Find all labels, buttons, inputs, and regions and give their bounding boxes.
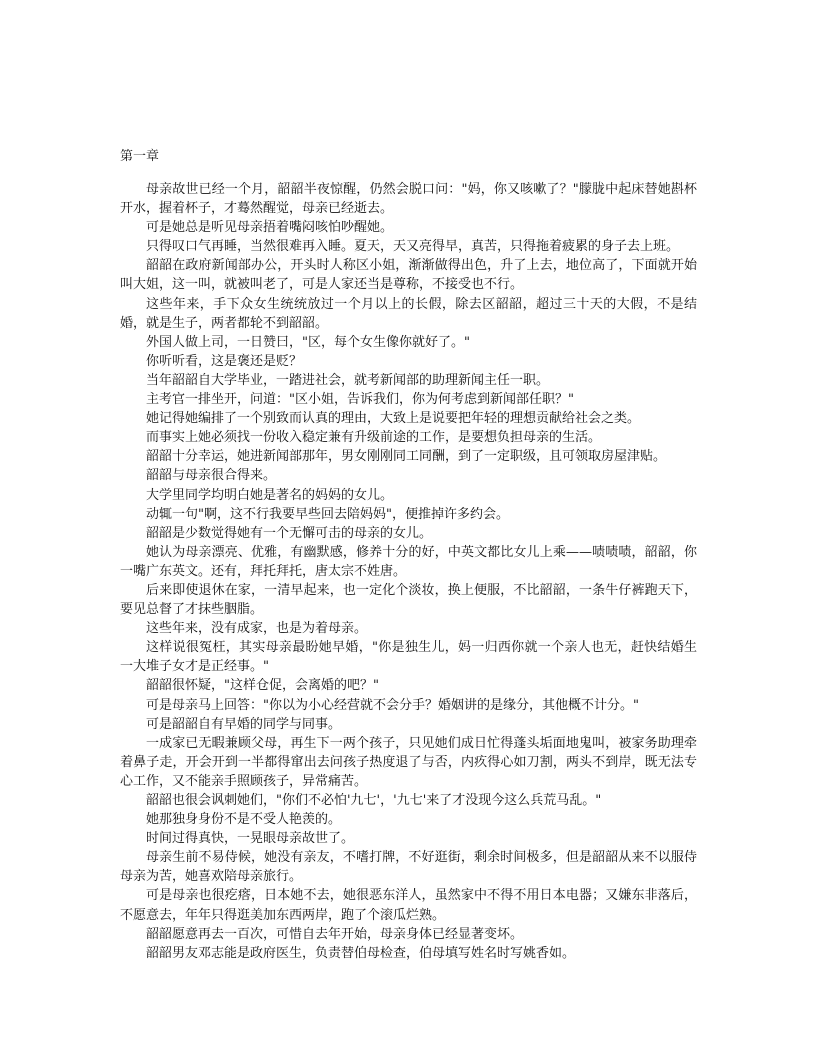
paragraph: 她那独身身份不是不受人艳羡的。 [146, 812, 342, 828]
paragraph: 时间过得真快，一晃眼母亲故世了。 [146, 831, 355, 847]
paragraph: 当年韶韶自大学毕业，一踏进社会，就考新闻部的助理新闻主任一职。 [146, 372, 550, 388]
paragraph: 这样说很冤枉，其实母亲最盼她早婚，"你是独生儿，妈一归西你就一个亲人也无，赶快结婚生一大堆子女才是正经事。" [120, 640, 697, 675]
paragraph: 她认为母亲漂亮、优雅，有幽默感，修养十分的好，中英文都比女儿上乘——啧啧啧，韶韶，你一嘴广东英文。还有，拜托拜托，唐太宗不姓唐。 [120, 544, 697, 579]
paragraph: 她记得她编排了一个别致而认真的理由，大致上是说要把年轻的理想贡献给社会之类。 [146, 411, 641, 427]
paragraph: 韶韶是少数觉得她有一个无懈可击的母亲的女儿。 [146, 525, 433, 541]
paragraph: 外国人做上司，一日赞曰，"区，每个女生像你就好了。" [146, 334, 470, 350]
paragraph: 韶韶与母亲很合得来。 [146, 468, 277, 484]
paragraph: 母亲故世已经一个月，韶韶半夜惊醒，仍然会脱口问："妈，你又咳嗽了？"朦胧中起床替她斟杯开水，握着杯子，才蓦然醒觉，母亲已经逝去。 [120, 182, 697, 217]
paragraph: 可是她总是听见母亲捂着嘴闷咳怕吵醒她。 [146, 220, 394, 236]
paragraph: 可是母亲也很疙瘩，日本她不去，她很恶东洋人，虽然家中不得不用日本电器；又嫌东非落后，不愿意去，年年只得逛美加东西两岸，跑了个滚瓜烂熟。 [120, 888, 697, 923]
paragraph: 这些年来，手下众女生统统放过一个月以上的长假，除去区韶韶，超过三十天的大假，不是结婚，就是生子，两者都轮不到韶韶。 [120, 296, 697, 331]
paragraph: 韶韶愿意再去一百次，可惜自去年开始，母亲身体已经显著变坏。 [146, 926, 524, 942]
paragraph: 可是母亲马上回答："你以为小心经营就不会分手？婚姻讲的是缘分，其他概不计分。" [146, 697, 639, 713]
paragraph: 主考官一排坐开，问道："区小姐，告诉我们，你为何考虑到新闻部任职？" [146, 392, 574, 408]
paragraph: 韶韶十分幸运，她进新闻部那年，男女刚刚同工同酬，到了一定职级，且可领取房屋津贴。 [146, 449, 667, 465]
paragraph: 母亲生前不易侍候，她没有亲友，不嗜打牌，不好逛街，剩余时间极多，但是韶韶从来不以服侍母亲为苦，她喜欢陪母亲旅行。 [120, 850, 697, 885]
paragraph: 后来即使退休在家，一清早起来，也一定化个淡妆，换上便服，不比韶韶，一条牛仔裤跑天下，要见总督了才抹些胭脂。 [120, 582, 697, 618]
paragraph: 一成家已无暇兼顾父母，再生下一两个孩子，只见她们成日忙得蓬头垢面地鬼叫，被家务助理牵着鼻子走，开会开到一半都得窜出去问孩子热度退了与否，内疚得心如刀割，两头不到岸，既无法专心工作，又不能亲手照顾孩子，异常痛苦。 [120, 735, 697, 789]
paragraph: 可是韶韶自有早婚的同学与同事。 [146, 716, 342, 732]
document-body [120, 180, 697, 963]
chapter-title: 第一章 [120, 149, 160, 164]
paragraph: 韶韶男友邓志能是政府医生，负责替伯母检查，伯母填写姓名时写姚香如。 [146, 945, 576, 961]
paragraph: 而事实上她必须找一份收入稳定兼有升级前途的工作，是要想负担母亲的生活。 [146, 430, 602, 446]
paragraph: 大学里同学均明白她是著名的妈妈的女儿。 [146, 487, 394, 503]
paragraph: 这些年来，没有成家，也是为着母亲。 [146, 621, 368, 637]
paragraph: 动辄一句"啊，这不行我要早些回去陪妈妈"，便推掉许多约会。 [146, 506, 509, 522]
paragraph: 韶韶很怀疑，"这样仓促，会离婚的吧？" [146, 678, 379, 694]
paragraph: 韶韶在政府新闻部办公，开头时人称区小姐，渐渐做得出色，升了上去，地位高了，下面就开始叫大姐，这一叫，就被叫老了，可是人家还当是尊称，不接受也不行。 [120, 258, 697, 293]
document-page [120, 146, 697, 963]
paragraph: 韶韶也很会讽刺她们，"你们不必怕'九七'，'九七'来了才没现今这么兵荒马乱。" [146, 793, 602, 808]
paragraph: 只得叹口气再睡，当然很难再入睡。夏天，天又亮得早，真苦，只得拖着疲累的身子去上班。 [146, 239, 680, 255]
paragraph: 你听听看，这是褒还是贬？ [146, 353, 303, 369]
